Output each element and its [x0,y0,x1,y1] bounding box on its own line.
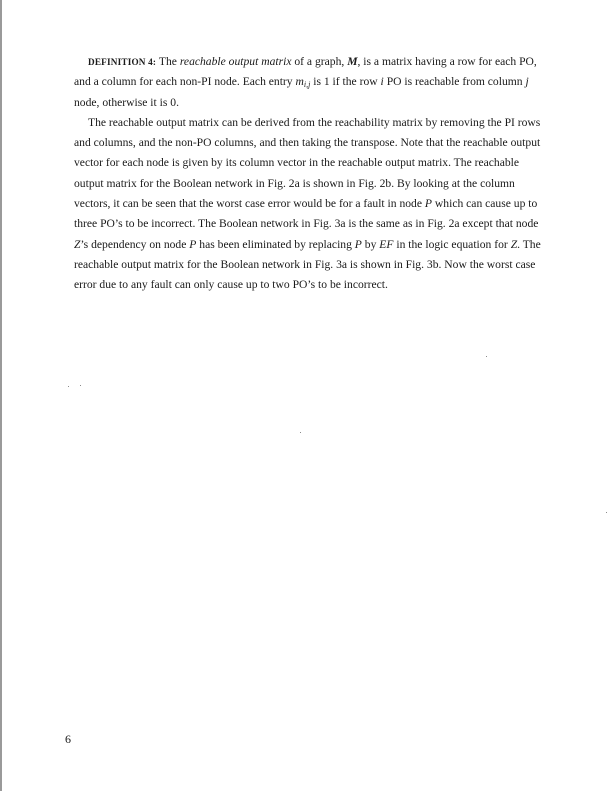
explanation-text-6: in the logic equation for [396,237,508,251]
definition-body-3: PO is reachable from column [386,75,523,89]
explanation-text-2: which can cause up to three PO’s to be incorrect. The Boolean network in Fig. 3a is the same as in Fig. 2a except that node [74,197,539,231]
definition-label: DEFINITION 4: [88,57,157,67]
explanation-text-5: by [364,237,377,251]
node-p-ref-1: P [424,197,433,211]
definition-of-graph: of a graph, [294,55,345,68]
entry-variable: $m_{i,j}$ [295,75,311,90]
page-number: 6 [65,732,71,746]
entry-subscript: i,j [303,80,311,90]
explanation-paragraph [74,113,550,296]
ef-term: EF [379,237,394,251]
scan-speck [486,356,487,357]
explanation-text-4: has been eliminated by replacing [199,237,352,251]
row-variable: i [380,75,384,89]
body-text [74,52,550,296]
scan-speck [68,386,69,387]
explanation-text-1: The reachable output matrix can be derived from the reachability matrix by removing the PI rows and columns, and the non-PO columns, and then taking the transpose. Note that the reachable output vector for each node is given by its column vector in the reachable output matrix. The reachable output matrix for the Boolean network in Fig. 2a is shown in Fig. 2b. By looking at the column vectors, it can be seen that the worst case error would be for a fault in node [74,115,541,211]
definition-body-2: is 1 if the row [313,75,378,89]
node-p-ref-3: P [354,237,362,251]
scan-speck [606,512,607,513]
scan-speck [80,385,81,386]
definition-body-1: , is a matrix having a row for each PO, and a column for each non-PI node. Each entry [74,55,537,89]
node-p-ref-2: P [189,237,197,251]
definition-term: reachable output matrix [179,55,292,68]
matrix-symbol: M [347,55,358,68]
explanation-text-7: . The reachable output matrix for the Boolean network in Fig. 3a is shown in Fig. 3b. Now the worst case error due to any fault can only cause up to two PO’s to be incorrect. [74,237,541,292]
definition-body-4: node, otherwise it is 0. [74,95,179,109]
scan-speck [300,432,301,433]
scan-edge-rule [0,0,2,791]
column-variable: j [525,75,529,89]
definition-lead: The [158,55,177,68]
node-z-ref-2: Z [510,237,518,251]
definition-paragraph [74,52,550,113]
explanation-text-3: ’s dependency on node [80,237,187,251]
node-z-ref-1: Z [74,237,81,251]
